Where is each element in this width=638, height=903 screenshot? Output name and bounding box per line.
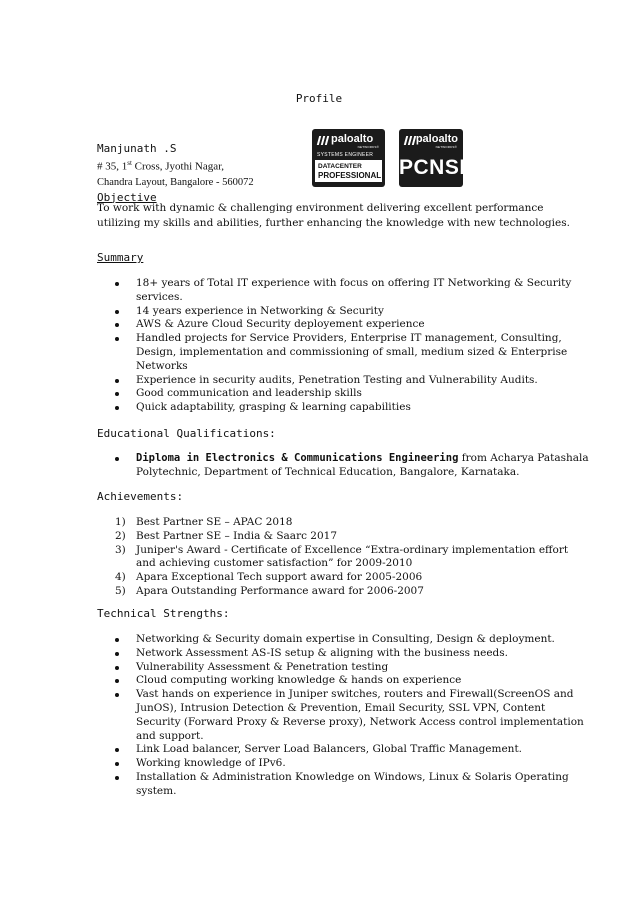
bullet-icon [115,310,119,314]
summary-item: Experience in security audits, Penetration Testing and Vulnerability Audits. [136,373,538,386]
address-sup: st [127,159,132,167]
technical-item: Vulnerability Assessment & Penetration testing [136,660,389,673]
list-item [115,771,590,799]
list-item [115,305,590,319]
summary-item: Handled projects for Service Providers, Enterprise IT management, Consulting, Design, implementation and commissioning of small, medium sized & Enterprise Networks [136,332,568,372]
technical-item: Vast hands on experience in Juniper switches, routers and Firewall(ScreenOS and JunOS), Intrusion Detection & Prevention, Email Security, SSL VPN, Content Security (Forward Proxy & Reverse proxy), Network Access control implementation and support. [136,688,584,742]
bullet-icon [115,392,119,396]
paloalto-mark-icon [317,134,328,145]
bullet-icon [115,693,119,697]
bullet-icon [115,638,119,642]
paloalto-logo-2 [399,129,463,145]
technical-heading: Technical Strengths: [97,607,230,620]
technical-list [115,633,590,799]
bullet-icon [115,457,119,461]
achievement-text: Best Partner SE – India & Saarc 2017 [136,529,338,542]
badge-cert-label [315,160,382,182]
list-item [115,688,590,743]
list-item [115,585,590,599]
technical-item: Network Assessment AS-IS setup & aligning with the business needs. [136,646,509,659]
technical-item: Networking & Security domain expertise in Consulting, Design & deployment. [136,633,555,645]
bullet-icon [115,652,119,656]
bullet-icon [115,679,119,683]
list-item [115,318,590,332]
bullet-icon [115,337,119,341]
bullet-icon [115,666,119,670]
address-pre: # 35, 1 [97,160,128,173]
technical-item: Working knowledge of IPv6. [136,757,286,770]
brand-text-2: paloalto [415,133,458,145]
brand-text: paloalto [331,133,374,145]
list-item [115,332,590,373]
bullet-icon [115,323,119,327]
degree-title: Diploma in Electronics & Communications Engineering [136,452,459,464]
bullet-icon [115,748,119,752]
list-item [115,374,590,388]
summary-item: Good communication and leadership skills [136,387,362,400]
achievement-text: Apara Outstanding Performance award for 2006-2007 [136,584,424,597]
achievements-heading: Achievements: [97,490,184,503]
list-item [115,530,590,544]
education-heading: Educational Qualifications: [97,427,276,440]
list-item [115,387,590,401]
objective-text: To work with dynamic & challenging environment delivering excellent performance utilizing my skills and abilities, further enhancing the knowledge with new technologies. [97,202,570,229]
summary-item: Quick adaptability, grasping & learning capabilities [136,401,411,414]
bullet-icon [115,406,119,410]
summary-item: 14 years experience in Networking & Security [136,304,384,317]
item-number: 3) [115,543,126,556]
item-number: 4) [115,571,126,584]
badge-role: SYSTEMS ENGINEER [317,152,374,158]
summary-list [115,277,590,415]
achievements-list [115,516,590,599]
achievement-text: Juniper's Award - Certificate of Excellence “Extra-ordinary implementation effort and achieving customer satisfaction” for 2009-2010 [136,543,569,570]
list-item [115,674,590,688]
candidate-name: Manjunath .S [97,142,177,155]
summary-heading: Summary [97,251,144,264]
list-item [115,571,590,585]
summary-item: 18+ years of Total IT experience with focus on offering IT Networking & Security services. [136,277,572,303]
list-item [115,757,590,771]
address-line-1 [97,156,254,175]
address-line-2: Chandra Layout, Bangalore - 560072 [97,176,254,188]
achievement-text: Best Partner SE – APAC 2018 [136,516,293,528]
networks-text-2: NETWORKS® [435,145,457,149]
contact-block [97,141,254,205]
list-item [115,516,590,530]
item-number: 1) [115,516,126,528]
paloalto-pse-badge [312,129,385,187]
list-item [115,401,590,415]
list-item [115,544,590,572]
technical-item: Installation & Administration Knowledge on Windows, Linux & Solaris Operating system. [136,770,569,797]
badge-cert-line2: PROFESSIONAL [318,171,382,180]
paloalto-mark-icon [404,134,413,145]
bullet-icon [115,379,119,383]
paloalto-pcnse-badge [399,129,474,187]
summary-item: AWS & Azure Cloud Security deployement experience [136,318,425,331]
item-number: 2) [115,529,126,542]
achievement-text: Apara Exceptional Tech support award for 2005-2006 [136,571,423,584]
address-post: Cross, Jyothi Nagar, [131,160,225,173]
bullet-icon [115,776,119,780]
degree-detail: from Acharya Patashala Polytechnic, Department of Technical Education, Bangalore, Karnataka. [136,452,589,478]
badge-cert-line1: DATACENTER [318,163,362,170]
item-number: 5) [115,584,126,597]
list-item [115,633,590,647]
list-item [115,661,590,675]
page-title: Profile [295,92,343,105]
bullet-icon [115,762,119,766]
paloalto-logo [312,129,385,145]
bullet-icon [115,282,119,286]
technical-item: Cloud computing working knowledge & hands on experience [136,674,462,687]
networks-text: NETWORKS® [357,145,379,149]
pcnse-text: PCNSE [399,156,474,179]
technical-item: Link Load balancer, Server Load Balancers, Global Traffic Management. [136,743,523,756]
education-list [115,452,590,480]
list-item [115,647,590,661]
list-item [115,277,590,305]
objective-heading: Objective [97,190,157,204]
list-item [115,452,590,480]
list-item [115,743,590,757]
